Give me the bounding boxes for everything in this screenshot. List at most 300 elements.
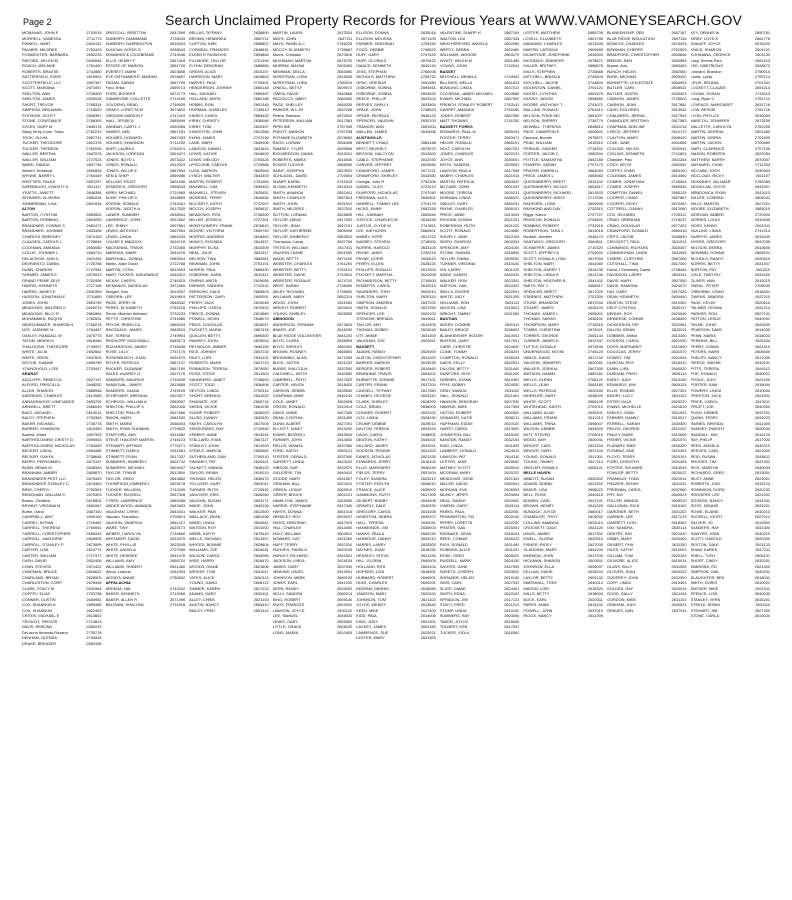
city-name: APPALACHIA: [105, 580, 131, 585]
owner-name: BRANDNEER PEST LLC: [22, 475, 66, 481]
owner-name: CLARK, SHIRLEY: [356, 398, 389, 404]
property-id: 2673200: [754, 118, 770, 123]
property-id: 2718000: [420, 239, 436, 244]
owner-name: O'NEILL, BETSY: [272, 85, 303, 90]
property-id: 2608420: [671, 134, 687, 140]
owner-name: ANNAGRAGOS, VINEYARDS: [22, 398, 75, 404]
owner-name: HOWARD, KAY: [272, 536, 300, 541]
property-id: 2617036: [504, 167, 520, 173]
owner-name: JONES, JOHN: [22, 299, 48, 305]
property-id: 2610202: [504, 283, 520, 288]
property-id: 2604400: [671, 294, 687, 299]
owner-name: PHILLIPS, CAROL: [189, 305, 222, 310]
owner-name: ZEHNDER, ALJENNY: [22, 195, 61, 200]
property-id: 2682166: [253, 96, 269, 101]
owner-name: COLLINS, KENNETH: [606, 151, 645, 156]
property-id: 2614430: [754, 233, 770, 239]
property-id: 2636066: [253, 118, 269, 123]
property-id: 2623204: [337, 30, 353, 35]
property-id: 2711324: [755, 162, 770, 167]
property-id: 2727060: [169, 547, 186, 552]
owner-name: DEVRIENTO, DANNI: [22, 261, 59, 266]
owner-name: FRAZIER, KENNY: [606, 481, 640, 486]
owner-name: Vaccaro, Francisco: [105, 514, 139, 519]
property-id: 2618004: [587, 591, 603, 596]
owner-name: EDWARDS & LOCKBRAND: [105, 52, 155, 57]
property-id: 2624130: [504, 558, 520, 563]
property-id: 2684981: [86, 596, 102, 602]
owner-name: CHECK, JEFFREY: [606, 129, 641, 134]
property-id: 2640410: [337, 470, 353, 475]
owner-name: KEEN, MIKE: [356, 607, 379, 613]
property-id: 2761503: [671, 46, 687, 52]
property-id: 2617001: [504, 338, 520, 343]
owner-name: BURNETTE, LEN ESTATE: [606, 79, 654, 85]
owner-name: HAYNES, JOAN: [356, 547, 385, 552]
property-id: 2653060: [337, 68, 353, 74]
owner-name: PEARSON, DAVE: [690, 327, 722, 332]
property-id: 2679420: [420, 57, 436, 63]
property-id: 2722012: [420, 184, 436, 189]
city-name: AUSTINVILLE: [356, 134, 382, 140]
owner-name: SLUSS, DANNY: [189, 415, 218, 420]
owner-name: MARY, CLARENCE: [690, 145, 725, 151]
owner-name: CUNNINGHAM, LINDA: [606, 250, 648, 255]
owner-name: KOHINANA, CEDRICK: [690, 52, 731, 57]
owner-name: HURLEY, RICHARD: [272, 552, 308, 558]
property-id: 2641320: [587, 503, 603, 508]
property-id: 2698807: [253, 41, 269, 46]
owner-name: WHITE, ANGELA: [105, 547, 136, 552]
owner-name: WALLER, WILLIAM: [22, 156, 57, 162]
owner-name: BOWLING, LINDA: [439, 85, 472, 90]
property-id: 2613051: [337, 569, 353, 574]
owner-name: KUHN, JAMES: [189, 134, 216, 140]
property-id: 2617222: [420, 233, 436, 239]
owner-name: WISE, HARRY: [189, 558, 215, 563]
property-id: 2627176: [169, 371, 186, 376]
property-id: 2620302: [587, 475, 603, 481]
owner-name: WIREBAUGH, CHASITY A: [22, 184, 69, 189]
owner-name: FARMER, JAMES E: [22, 272, 58, 277]
owner-name: BRYANT, VIRGINIA M: [22, 503, 61, 508]
owner-name: SCOTT, HAROLD: [690, 536, 722, 541]
owner-name: WOOD, JOHN: [272, 299, 298, 305]
property-id: 2619055: [253, 277, 269, 283]
property-id: 2657257: [86, 178, 102, 184]
owner-name: HILL, MICHAEL: [189, 90, 217, 96]
property-id: 2751054: [253, 178, 269, 184]
property-id: 2630021: [754, 371, 770, 376]
owner-name: FOSTER, GERALD: [272, 453, 307, 459]
property-id: 2631450: [337, 415, 353, 420]
property-id: 2624000: [504, 343, 520, 349]
owner-name: REEVES, CARL: [690, 448, 719, 453]
property-id: 2627030: [587, 541, 603, 547]
owner-name: PACE, CAMERON E: [523, 129, 560, 134]
property-id: 2761716: [754, 107, 770, 112]
property-id: 2660062: [337, 96, 353, 101]
property-id: 2647024: [337, 519, 353, 525]
property-id: 2618011: [755, 453, 770, 459]
owner-name: THOMAS, HELEN: [189, 475, 221, 481]
property-id: 2637510: [337, 206, 353, 211]
property-id: 2617213: [671, 514, 687, 519]
owner-name: DUNCAN, ROY: [606, 360, 635, 365]
owner-name: FLOYD, TERRY: [606, 453, 636, 459]
owner-name: COMPTON, DANIEL: [606, 189, 643, 195]
owner-name: VANCE, DAVID: [523, 354, 551, 360]
owner-name: BROWN, RODNEY: [272, 349, 307, 354]
owner-name: MOORE, TERESA: [439, 189, 473, 195]
owner-name: PARKER, RON: [690, 310, 718, 316]
record-row: [189, 608, 269, 614]
owner-name: MORGAN, EVA: [439, 486, 467, 492]
property-id: 2624031: [253, 547, 269, 552]
owner-name: PIERCE, WAYNE: [690, 360, 721, 365]
owner-name: BAKER, ALLEN R: [105, 596, 137, 602]
owner-name: Stacy Kirby Cons, Trista: [22, 129, 64, 134]
owner-name: PARSONS, DALE: [189, 288, 221, 294]
property-id: 2613685: [169, 382, 186, 387]
owner-name: PENNINGTON, TIM: [439, 514, 475, 519]
property-id: 2604041: [754, 195, 770, 200]
property-id: 2632520: [420, 426, 436, 431]
property-id: 2710540: [253, 426, 269, 431]
owner-name: PETERSON, WILLIAM: [272, 118, 313, 123]
owner-name: WEBSTER, CHARLES: [272, 261, 313, 266]
property-id: 2603171: [253, 497, 269, 503]
owner-name: RHODES, TIM: [690, 459, 716, 464]
property-id: 2661864: [86, 310, 102, 316]
owner-name: GOLDEN, RAY: [606, 585, 634, 591]
property-id: 2635102: [587, 316, 603, 321]
owner-name: SCOTT, MARIANA: [22, 85, 55, 90]
owner-name: Burke, Dana: [22, 508, 44, 514]
property-id: 2630700: [420, 118, 436, 123]
owner-name: WEBB, KATHY: [189, 530, 216, 536]
property-id: 2621030: [671, 338, 687, 343]
property-id: 2612102: [587, 178, 603, 184]
owner-name: KELLING TRUST: [105, 178, 136, 184]
property-id: 2640005: [420, 558, 436, 563]
owner-name: SHORT, CINDY: [690, 558, 718, 563]
owner-name: DALTON, TERESA: [356, 426, 390, 431]
owner-name: VALENTINE, SHARP H: [439, 30, 481, 35]
property-id: 2621021: [754, 475, 770, 481]
owner-name: STANLEY, JOHN: [189, 442, 219, 448]
owner-name: BRYSON, HALCYON: [356, 151, 394, 156]
property-id: 2620103: [504, 591, 520, 596]
property-id: 2618470: [253, 558, 269, 563]
property-id: 2617502: [337, 217, 353, 222]
property-id: 2616053: [754, 112, 770, 118]
property-id: 2647603: [86, 354, 102, 360]
owner-name: PRICE, DOUGLAS: [189, 321, 223, 327]
owner-name: WILLIAMS, JOE: [189, 547, 218, 552]
property-id: 2671005: [337, 354, 353, 360]
owner-name: NEWMAN, DELLA: [272, 68, 305, 74]
owner-name: BUCK, JUSTIN: [272, 360, 300, 365]
property-id: 2628105: [337, 558, 353, 563]
property-id: 2633020: [504, 569, 520, 574]
owner-name: PALMER, DONNA: [690, 305, 723, 310]
property-id: 2630065: [169, 123, 186, 129]
owner-name: NELSON, DEBRA: [690, 244, 723, 250]
owner-name: RAYMOND AND DAY: [523, 206, 561, 211]
owner-name: JAMES, GARY: [272, 563, 299, 569]
owner-name: ROBBINS, ROBERT: [523, 222, 560, 228]
property-id: 2638001: [420, 431, 436, 437]
property-id: 2610021: [754, 580, 770, 585]
owner-name: THOMAS, SARAH: [523, 316, 556, 321]
records-column: [356, 30, 436, 892]
property-id: 2671496: [169, 596, 186, 602]
property-id: 2684503: [253, 288, 269, 294]
property-id: 2631120: [337, 607, 353, 613]
owner-name: CHANDLER, TROY: [523, 514, 558, 519]
owner-name: GOODE, MARY: [272, 475, 301, 481]
owner-name: NORRIS, HAROLD: [356, 244, 390, 250]
property-id: 2604104: [420, 563, 436, 569]
property-id: 2640155: [253, 343, 269, 349]
property-id: 2624010: [337, 602, 353, 607]
property-id: 2762063: [754, 178, 770, 184]
property-id: 2668050: [337, 162, 353, 167]
owner-name: GLASS, BILLY: [606, 563, 633, 569]
property-id: 2625420: [671, 74, 687, 79]
property-id: 2622131: [504, 151, 520, 156]
owner-name: ZEIGLER, RONALD: [523, 464, 559, 470]
property-id: 2657116: [671, 35, 687, 41]
owner-name: WILSON, DEBBIE: [523, 426, 556, 431]
property-id: 2645101: [420, 437, 436, 442]
property-id: 2702400: [754, 134, 770, 140]
property-id: 2637206: [337, 107, 353, 112]
property-id: 2706732: [420, 74, 436, 79]
owner-name: WHITE, JUDY: [439, 294, 465, 299]
property-id: 2655982: [587, 173, 603, 178]
property-id: 2757945: [337, 123, 353, 129]
property-id: 2611305: [588, 613, 603, 618]
property-id: 2657167: [671, 30, 687, 35]
property-id: 2657010: [337, 541, 353, 547]
property-id: 2630220: [671, 442, 687, 448]
property-id: 2685739: [587, 30, 603, 35]
property-id: 2701176: [420, 200, 436, 206]
owner-name: FULLER, WANDA: [606, 497, 639, 503]
property-id: 2646011: [420, 316, 436, 321]
property-id: 2616040: [337, 156, 353, 162]
owner-name: MOODY, JASON: [523, 96, 553, 101]
property-id: 2620300: [754, 536, 770, 541]
property-id: 2760180: [504, 107, 520, 112]
owner-name: RUSSELL, MARK: [439, 558, 471, 563]
property-id: 2707036: [253, 134, 269, 140]
property-id: 2681006: [253, 514, 269, 519]
property-id: 2631202: [671, 508, 687, 514]
owner-name: SANDOVAL, JAMES: [105, 382, 142, 387]
owner-name: JONES, RONALD: [105, 162, 137, 167]
property-id: 2628572: [754, 63, 770, 68]
owner-name: BENNETT, CRAIG: [356, 140, 389, 145]
property-id: 2620101: [671, 453, 687, 459]
owner-name: SHELTON, MARY: [523, 261, 555, 266]
owner-name: SCHROCK, WILLIAM A: [105, 398, 147, 404]
property-id: 2633306: [86, 228, 102, 233]
owner-name: BALDWIN, SHALYNN: [105, 602, 144, 607]
owner-name: NORRIS, PAUL: [189, 266, 217, 272]
owner-name: SLEMP, ROBERT: [189, 409, 221, 415]
property-id: 2610302: [504, 376, 520, 382]
property-id: 2637302: [754, 459, 770, 464]
property-id: 2641020: [253, 393, 269, 398]
owner-name: POWELL, JOHN: [523, 607, 553, 613]
owner-name: LAWSON, PAULA: [439, 167, 472, 173]
owner-name: VANOVER, ERIC: [189, 492, 220, 497]
owner-name: SEXTON, DALE: [690, 541, 719, 547]
owner-name: RAFORD, HELEN M: [22, 57, 58, 63]
owner-name: JOYCE, WENDY: [356, 602, 386, 607]
owner-name: CRAWFORD, JAMES: [356, 167, 395, 173]
property-id: 2624111: [504, 299, 520, 305]
property-id: 2736770: [587, 118, 603, 123]
owner-name: WHITTIER, PAULA: [22, 178, 56, 184]
property-id: 2614102: [587, 602, 603, 607]
owner-name: VAUGHAN, JOE: [356, 338, 385, 343]
owner-name: TATUM, MINDA M: [22, 338, 54, 343]
owner-name: ADAMS, RANDY: [356, 349, 386, 354]
owner-name: THOMPSON, KIMBERLY: [105, 481, 150, 486]
property-id: 2653864: [253, 52, 269, 57]
property-id: 2648120: [253, 464, 269, 470]
owner-name: ESTEP, DALE: [606, 398, 632, 404]
owner-name: WILLIAMS, TRINA: [523, 420, 556, 426]
property-id: 2698007: [587, 420, 603, 426]
property-id: 2636104: [504, 354, 520, 360]
property-id: 2625310: [420, 393, 436, 398]
owner-name: MILLS, BETTY: [523, 591, 550, 596]
owner-name: COLEMAN, AMANDA: [22, 244, 60, 250]
records-column: [607, 30, 687, 892]
property-id: 2640112: [755, 365, 770, 371]
city-name: BASSET: [439, 68, 456, 74]
owner-name: CHAN, STEVEN: [22, 563, 51, 569]
owner-name: WEBSTER, BETTY: [272, 266, 307, 272]
property-id: 2624401: [504, 585, 520, 591]
property-id: 2611005: [671, 250, 687, 255]
owner-name: DURHAM, FRED: [606, 371, 637, 376]
owner-name: GILBERT, BOBBY: [356, 497, 388, 503]
owner-name: RAMSEY, DWIGHT: [690, 426, 725, 431]
property-id: 2600300: [504, 409, 520, 415]
property-id: 2651514: [504, 79, 520, 85]
property-id: 2620000: [504, 497, 520, 503]
owner-name: POE, RONALD: [690, 371, 718, 376]
owner-name: GREGORY, CAROL: [356, 508, 392, 514]
property-id: 2631408: [86, 558, 102, 563]
property-id: 2659060: [337, 618, 353, 624]
owner-name: SMITH, MILDRED: [272, 206, 305, 211]
property-id: 2621201: [504, 217, 520, 222]
owner-name: SHELTON, ANN: [22, 90, 51, 96]
owner-name: WRIGHT, ROBERT: [272, 305, 307, 310]
owner-name: DUBERRY, DIAMMAND: [105, 35, 148, 41]
owner-name: MULLINS, LINDA: [690, 228, 721, 233]
owner-name: DOSS, MARGARET: [606, 343, 643, 349]
property-id: 2677422: [671, 222, 687, 228]
owner-name: DEATON, KATHY: [356, 437, 387, 442]
owner-name: PARKS, ANNA: [523, 602, 550, 607]
property-id: 2694466: [86, 448, 102, 453]
owner-name: AUSTIN, CHRISTOPHER: [356, 354, 401, 360]
property-id: 2620201: [504, 525, 520, 530]
property-id: 2645173: [169, 338, 186, 343]
owner-name: BRIDGMAN, WILLIAM S: [22, 492, 65, 497]
owner-name: PAYNE, CHARLES: [439, 206, 473, 211]
owner-name: POTAWIE ELIZABETH: [272, 134, 313, 140]
owner-name: MURPHY, ELISA: [189, 244, 219, 250]
property-id: 2621441: [754, 492, 770, 497]
owner-name: MITCHELL, BRIAN A: [439, 74, 477, 79]
property-id: 2631104: [755, 338, 770, 343]
property-id: 2734660: [169, 530, 186, 536]
owner-name: GAMBRONE, COLLETTE: [105, 96, 151, 101]
owner-name: PRATER, GAIL: [439, 525, 467, 530]
owner-name: HILL, CHARLES: [272, 525, 302, 530]
owner-name: GIBBS, MARY: [606, 536, 633, 541]
property-id: 2651007: [587, 112, 603, 118]
property-id: 2617004: [587, 299, 603, 305]
property-id: 2601530: [337, 250, 353, 255]
owner-name: STONE, SAMUEL: [439, 250, 472, 255]
owner-name: STEWART, ARTHUR: [105, 442, 143, 448]
owner-name: KNIGHTON, JOHN: [189, 129, 223, 134]
owner-name: WILLIAMS, FRANK: [523, 415, 558, 420]
owner-name: POWERS, LINDA: [690, 387, 722, 393]
property-id: 2743426: [86, 635, 102, 640]
owner-name: HALL, RONALD: [439, 393, 468, 398]
owner-name: OAKLEY, RANDALL W: [22, 332, 62, 338]
owner-name: LACKEY, JAMES: [356, 624, 387, 629]
property-id: 2608122: [253, 580, 269, 585]
property-id: 2637104: [587, 448, 603, 453]
property-id: 2614560: [253, 310, 269, 316]
property-id: 2601345: [253, 101, 269, 107]
owner-name: BOYD, CLARA: [272, 338, 299, 343]
property-id: 2610003: [671, 547, 687, 552]
property-id: 2647418: [169, 57, 186, 63]
property-id: 2650161: [587, 371, 603, 376]
owner-name: BOWEN, CARL: [523, 497, 551, 503]
property-id: 2646022: [504, 195, 520, 200]
property-id: 2677221: [420, 167, 436, 173]
property-id: 2629437: [169, 464, 186, 470]
property-id: 2739500: [337, 288, 353, 294]
owner-name: FARMER, DEBORAH: [356, 41, 394, 46]
owner-name: LEE, DIMITRIOUS: [690, 63, 723, 68]
owner-name: SEXTON, LINDA: [189, 387, 219, 393]
owner-name: GREEN, ALICE: [189, 68, 217, 74]
property-id: 2618899: [169, 195, 186, 200]
property-id: 2641507: [754, 184, 770, 189]
property-id: 2715462: [86, 519, 102, 525]
property-id: 2610172: [671, 129, 687, 134]
property-id: 2661417: [169, 519, 186, 525]
owner-name: NEWMAN, DONNA: [690, 250, 725, 255]
property-id: 2620307: [671, 244, 687, 250]
property-id: 2614120: [754, 431, 770, 437]
